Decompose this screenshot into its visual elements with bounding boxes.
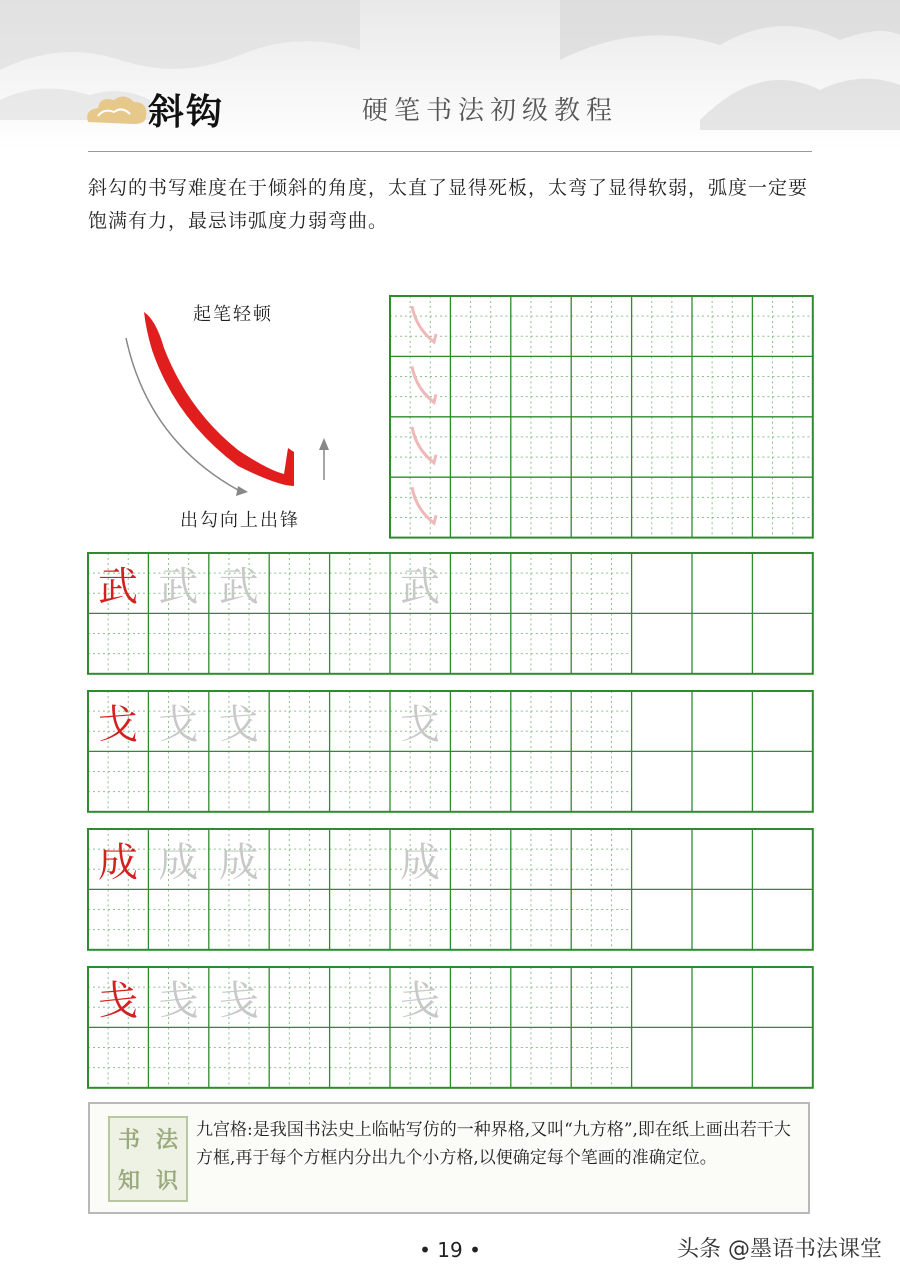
tracing-character: 成 — [158, 839, 199, 886]
tracing-character: 戋 — [400, 977, 440, 1024]
tracing-character: 戋 — [158, 977, 199, 1024]
badge-char: 知 — [117, 1169, 140, 1194]
knowledge-badge — [108, 1116, 188, 1202]
badge-char: 识 — [155, 1169, 178, 1194]
watermark: 头条 @墨语书法课堂 — [677, 1237, 882, 1262]
tracing-character: 戈 — [158, 701, 199, 748]
tracing-character: 戈 — [218, 701, 259, 748]
page-number: • 19 • — [419, 1238, 481, 1262]
badge-char: 法 — [155, 1128, 178, 1153]
book-title: 硬笔书法初级教程 — [362, 96, 619, 126]
tracing-character: 武 — [158, 563, 199, 610]
badge-char: 书 — [117, 1128, 140, 1153]
model-character: 戈 — [98, 701, 138, 748]
knowledge-box — [88, 1102, 810, 1214]
tracing-character: 戈 — [400, 701, 440, 748]
tracing-character: 成 — [218, 839, 259, 886]
model-character: 成 — [98, 839, 138, 886]
tracing-character: 武 — [400, 563, 440, 610]
tracing-character: 戋 — [218, 977, 259, 1024]
tracing-character: 武 — [218, 563, 259, 610]
lesson-title: 斜钩 — [148, 92, 225, 133]
knowledge-text: 九宫格:是我国书法史上临帖写仿的一种界格,又叫“九方格”,即在纸上画出若干大方框,再于每个方框内分出九个小方格,以便确定每个笔画的准确定位。 — [196, 1120, 791, 1168]
tracing-character: 成 — [400, 839, 440, 886]
label-end: 出勾向上出锋 — [180, 510, 300, 531]
model-character: 戋 — [98, 977, 138, 1024]
intro-paragraph: 斜勾的书写难度在于倾斜的角度，太直了显得死板，太弯了显得软弱，弧度一定要饱满有力，最忌讳弧度力弱弯曲。 — [88, 177, 809, 232]
model-character: 武 — [98, 563, 138, 610]
label-start: 起笔轻顿 — [193, 304, 273, 325]
